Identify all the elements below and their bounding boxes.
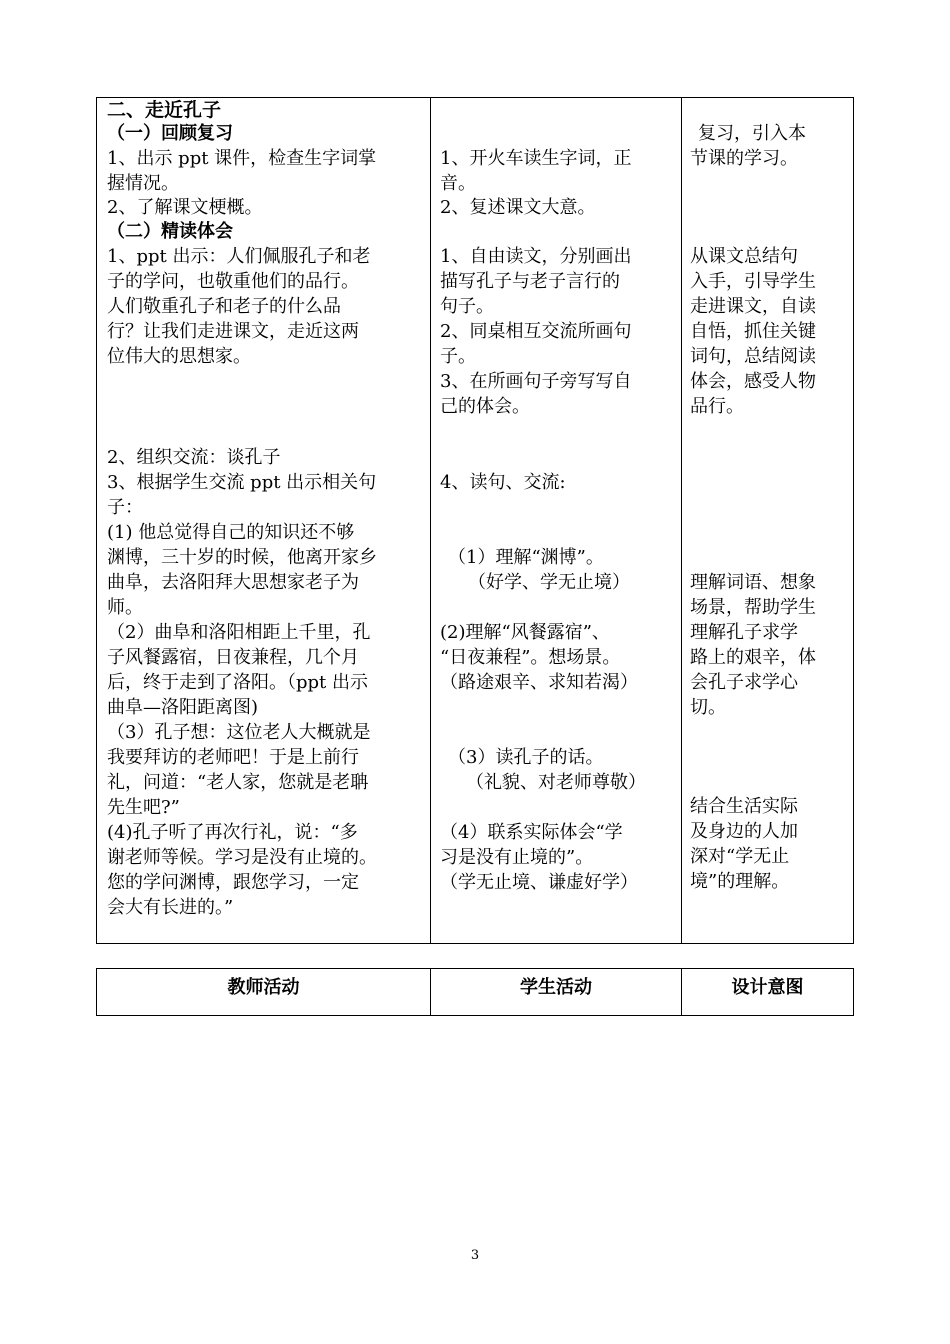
- design-intent-line: 深对“学无止: [690, 846, 790, 867]
- student-activity-line: （学无止境、谦虚好学）: [440, 872, 638, 893]
- student-activity-line: 2、复述课文大意。: [440, 197, 596, 218]
- teacher-activity-line: （2）曲阜和洛阳相距上千里，孔: [107, 622, 371, 643]
- teacher-activity-line: 曲阜，去洛阳拜大思想家老子为: [107, 572, 359, 593]
- design-intent-line: 从课文总结句: [690, 246, 798, 267]
- teacher-activity-line: 1、出示 ppt 课件，检查生字词掌: [107, 148, 377, 169]
- header-student-cell: [431, 969, 682, 1015]
- design-intent-cell: [682, 98, 853, 943]
- teacher-activity-line: 行？让我们走进课文，走近这两: [107, 321, 359, 342]
- page-number: 3: [470, 1248, 480, 1263]
- student-activity-line: （路途艰辛、求知若渴）: [440, 672, 638, 693]
- teacher-activity-line: 子：: [107, 497, 143, 518]
- student-activity-line: (2)理解“风餐露宿”、: [440, 622, 610, 643]
- teacher-activity-line: 子风餐露宿，日夜兼程，几个月: [107, 647, 359, 668]
- student-activity-cell: [431, 98, 682, 943]
- student-activity-line: 音。: [440, 173, 476, 194]
- header-design-intent: 设计意图: [731, 977, 804, 998]
- design-intent-line: 词句，总结阅读: [690, 346, 816, 367]
- teacher-activity-line: 握情况。: [107, 173, 179, 194]
- teacher-activity-line: 位伟大的思想家。: [107, 346, 251, 367]
- student-activity-line: （4）联系实际体会“学: [440, 822, 623, 843]
- teacher-activity-line: 会大有长进的。”: [107, 897, 234, 918]
- student-activity-line: 描写孔子与老子言行的: [440, 271, 620, 292]
- header-teacher-cell: [97, 969, 431, 1015]
- design-intent-line: 会孔子求学心: [690, 672, 798, 693]
- teacher-activity-line: 2、组织交流：谈孔子: [107, 447, 281, 468]
- teacher-activity-line: 谢老师等候。学习是没有止境的。: [107, 847, 377, 868]
- student-activity-line: “日夜兼程”。想场景。: [440, 647, 621, 668]
- design-intent-line: 复习，引入本: [698, 123, 806, 144]
- design-intent-line: 结合生活实际: [690, 796, 798, 817]
- design-intent-line: 路上的艰辛，体: [690, 647, 816, 668]
- teacher-activity-line: （二）精读体会: [107, 221, 233, 242]
- teacher-activity-line: 人们敬重孔子和老子的什么品: [107, 296, 341, 317]
- design-intent-line: 场景，帮助学生: [690, 597, 816, 618]
- design-intent-line: 切。: [690, 697, 726, 718]
- teacher-activity-cell: [97, 98, 431, 943]
- teacher-activity-line: 礼，问道：“老人家，您就是老聃: [107, 772, 369, 793]
- design-intent-line: 体会，感受人物: [690, 371, 816, 392]
- student-activity-line: 3、在所画句子旁写写自: [440, 371, 632, 392]
- student-activity-line: 己的体会。: [440, 396, 530, 417]
- student-activity-line: 2、同桌相互交流所画句: [440, 321, 632, 342]
- teacher-activity-line: 您的学问渊博，跟您学习，一定: [107, 872, 359, 893]
- design-intent-line: 及身边的人加: [690, 821, 798, 842]
- lesson-plan-table: [96, 97, 854, 944]
- student-activity-line: 习是没有止境的”。: [440, 847, 594, 868]
- teacher-activity-line: (4)孔子听了再次行礼，说：“多: [107, 822, 358, 843]
- design-intent-line: 节课的学习。: [690, 148, 798, 169]
- teacher-activity-line: 曲阜—洛阳距离图): [107, 697, 259, 718]
- student-activity-line: （好学、学无止境）: [468, 572, 630, 593]
- teacher-activity-line: 1、ppt 出示：人们佩服孔子和老: [107, 246, 371, 267]
- teacher-activity-line: 2、了解课文梗概。: [107, 197, 263, 218]
- student-activity-line: 1、开火车读生字词，正: [440, 148, 632, 169]
- student-activity-line: （礼貌、对老师尊敬）: [466, 772, 646, 793]
- design-intent-line: 入手，引导学生: [690, 271, 816, 292]
- teacher-activity-line: 3、根据学生交流 ppt 出示相关句: [107, 472, 377, 493]
- teacher-activity-line: （3）孔子想：这位老人大概就是: [107, 722, 371, 743]
- column-header-table: [96, 968, 854, 1016]
- teacher-activity-line: (1) 他总觉得自己的知识还不够: [107, 522, 355, 543]
- teacher-activity-line: 后，终于走到了洛阳。（ppt 出示: [107, 672, 368, 693]
- section-title: 二、走近孔子: [107, 99, 222, 121]
- design-intent-line: 自悟，抓住关键: [690, 321, 816, 342]
- design-intent-line: 境”的理解。: [690, 871, 790, 892]
- student-activity-line: 句子。: [440, 296, 494, 317]
- teacher-activity-line: 先生吧?”: [107, 797, 180, 818]
- student-activity-line: 1、自由读文，分别画出: [440, 246, 632, 267]
- header-intent-cell: [682, 969, 853, 1015]
- header-student-activity: 学生活动: [520, 977, 592, 998]
- teacher-activity-line: 子的学问，也敬重他们的品行。: [107, 271, 359, 292]
- design-intent-line: 品行。: [690, 396, 744, 417]
- design-intent-line: 走进课文，自读: [690, 296, 816, 317]
- student-activity-line: （1）理解“渊博”。: [448, 547, 604, 568]
- student-activity-line: 子。: [440, 346, 476, 367]
- design-intent-line: 理解词语、想象: [690, 572, 816, 593]
- student-activity-line: （3）读孔子的话。: [448, 747, 604, 768]
- header-teacher-activity: 教师活动: [227, 977, 300, 998]
- teacher-activity-line: 我要拜访的老师吧！于是上前行: [107, 747, 359, 768]
- design-intent-line: 理解孔子求学: [690, 622, 798, 643]
- teacher-activity-line: 师。: [107, 597, 143, 618]
- teacher-activity-line: 渊博，三十岁的时候，他离开家乡: [107, 547, 377, 568]
- teacher-activity-line: （一）回顾复习: [107, 123, 233, 144]
- student-activity-line: 4、读句、交流:: [440, 472, 566, 493]
